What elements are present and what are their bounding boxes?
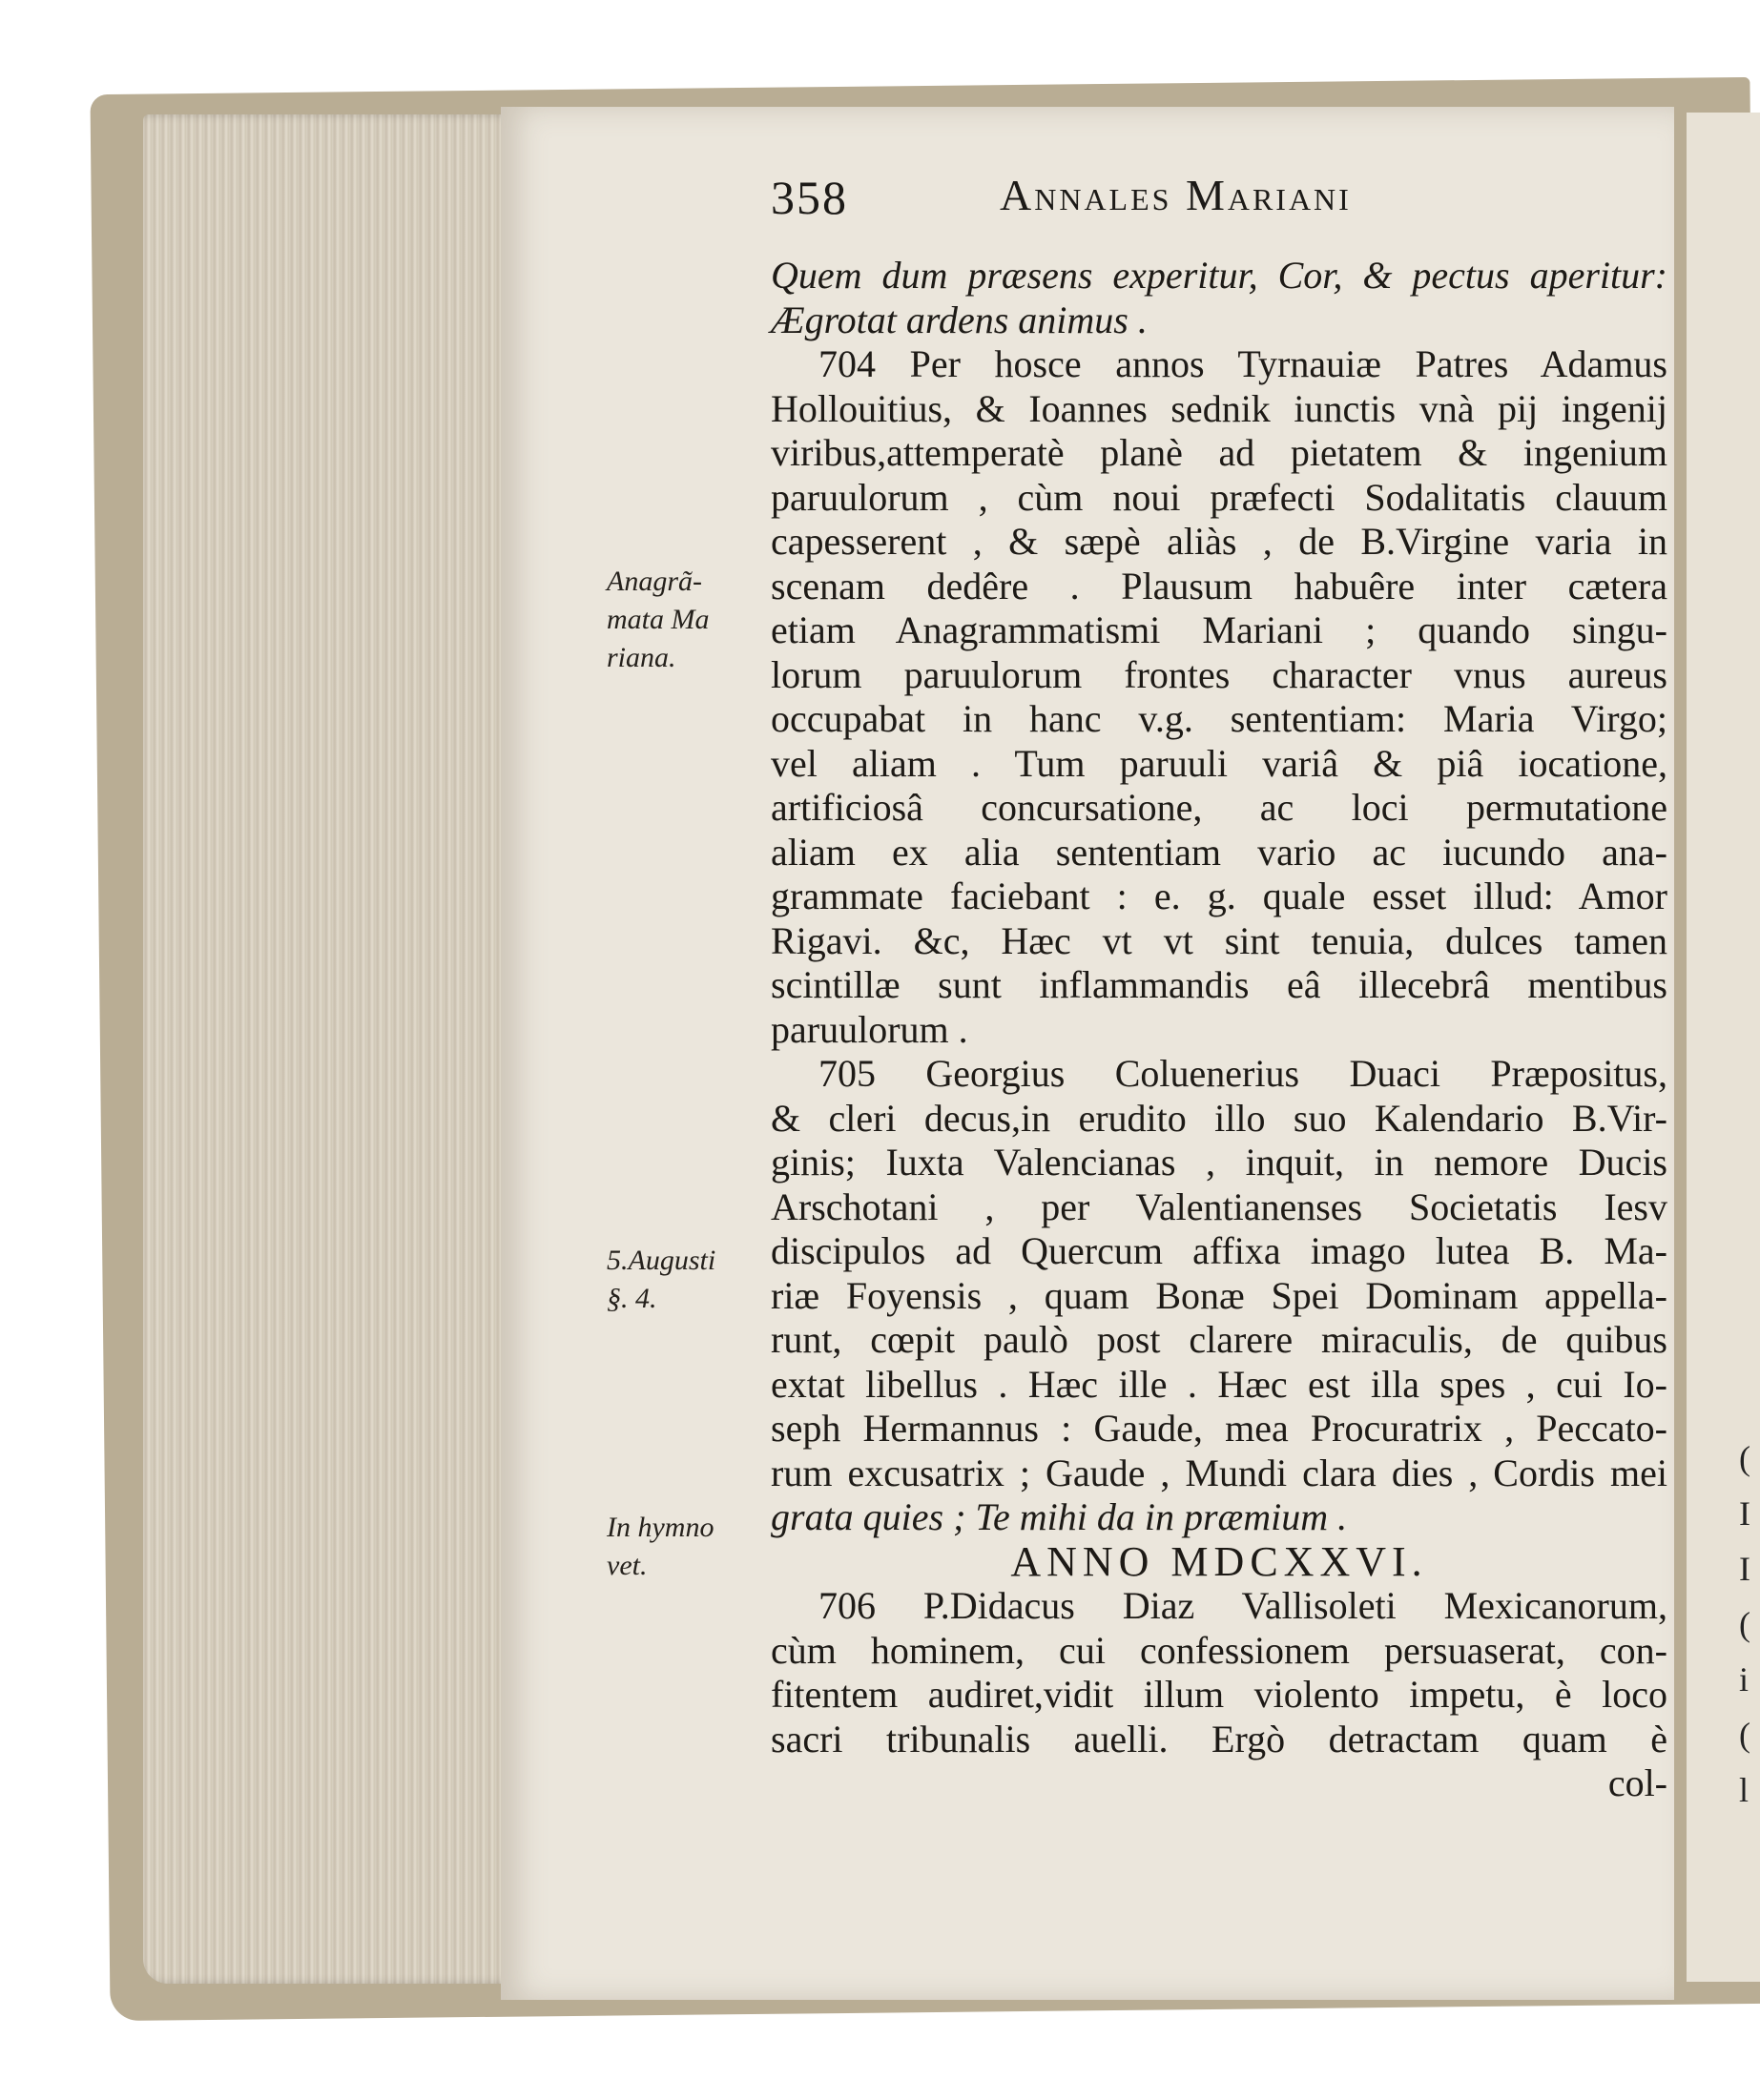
text-line: rum excusatrix ; Gaude , Mundi clara dies , Cordis mei bbox=[771, 1451, 1667, 1494]
facing-page-marks: ( I I ( i ( l bbox=[1739, 1439, 1750, 1809]
text-line: 706 P.Didacus Diaz Vallisoleti Mexicanorum, bbox=[818, 1584, 1667, 1627]
text-line: vel aliam . Tum paruuli variâ & piâ iocatione, bbox=[771, 741, 1667, 785]
margin-note-anagrammata: Anagrã- mata Ma riana. bbox=[607, 566, 710, 673]
margin-note-august: 5.Augusti §. 4. bbox=[607, 1245, 716, 1314]
body-text bbox=[771, 254, 1667, 1806]
text-line: Hollouitius, & Ioannes sednik iunctis vnà pij ingenij bbox=[771, 386, 1667, 430]
text-line: runt, cœpit paulò post clarere miraculis, de quibus bbox=[771, 1318, 1667, 1361]
text-line: discipulos ad Quercum affixa imago lutea B. Ma- bbox=[771, 1229, 1667, 1272]
text-line: Rigavi. &c, Hæc vt vt sint tenuia, dulces tamen bbox=[771, 918, 1667, 962]
text-line: riæ Foyensis , quam Bonæ Spei Dominam appella- bbox=[771, 1273, 1667, 1317]
text-line: viribus,attemperatè planè ad pietatem & ingenium bbox=[771, 431, 1667, 474]
text-line: artificiosâ concursatione, ac loci permutatione bbox=[771, 786, 1667, 829]
text-line: ginis; Iuxta Valencianas , inquit, in nemore Ducis bbox=[771, 1141, 1667, 1184]
year-heading: ANNO MDCXXVI. bbox=[1010, 1537, 1428, 1585]
text-line: extat libellus . Hæc ille . Hæc est illa spes , cui Io- bbox=[771, 1362, 1667, 1406]
text-line: Arschotani , per Valentianenses Societatis Iesv bbox=[771, 1184, 1667, 1228]
text-line: occupabat in hanc v.g. sententiam: Maria Virgo; bbox=[771, 697, 1667, 740]
text-line: & cleri decus,in erudito illo suo Kalendario B.Vir- bbox=[771, 1096, 1667, 1140]
margin-note-hymno: In hymno vet. bbox=[607, 1512, 714, 1581]
text-line: scintillæ sunt inflammandis eâ illecebrâ mentibus bbox=[771, 963, 1667, 1006]
text-line: lorum paruulorum frontes character vnus aureus bbox=[771, 652, 1667, 696]
text-line: Ægrotat ardens animus . bbox=[771, 298, 1148, 341]
running-title: Annales Mariani bbox=[1000, 171, 1352, 219]
text-line: grata quies ; Te mihi da in præmium . bbox=[771, 1495, 1348, 1538]
text-line: aliam ex alia sententiam vario ac iucundo ana- bbox=[771, 830, 1667, 874]
text-line: paruulorum . bbox=[771, 1007, 968, 1051]
text-line: paruulorum , cùm noui præfecti Sodalitatis clauum bbox=[771, 475, 1667, 519]
text-line: capesserent , & sæpè aliàs , de B.Virgine varia in bbox=[771, 520, 1667, 563]
page-edges bbox=[143, 114, 515, 1984]
catchword: col- bbox=[1607, 1761, 1667, 1804]
text-line: grammate faciebant : e. g. quale esset illud: Amor bbox=[771, 875, 1667, 917]
text-line: 704 Per hosce annos Tyrnauiæ Patres Adamus bbox=[818, 342, 1667, 385]
text-line: cùm hominem, cui confessionem persuaserat, con- bbox=[771, 1628, 1667, 1672]
text-line: etiam Anagrammatismi Mariani ; quando singu- bbox=[771, 608, 1667, 651]
page-number: 358 bbox=[771, 171, 848, 224]
text-line: sacri tribunalis auelli. Ergò detractam quam è bbox=[771, 1717, 1667, 1760]
running-head bbox=[771, 170, 1496, 237]
text-line: Quem dum præsens experitur, Cor, & pectus aperitur: bbox=[771, 254, 1667, 297]
text-line: seph Hermannus : Gaude, mea Procuratrix , Peccato- bbox=[771, 1407, 1667, 1450]
text-line: fitentem audiret,vidit illum violento impetu, è loco bbox=[771, 1673, 1667, 1716]
text-line: 705 Georgius Coluenerius Duaci Præpositus, bbox=[818, 1052, 1667, 1095]
text-line: scenam dedêre . Plausum habuêre inter cætera bbox=[771, 564, 1667, 607]
